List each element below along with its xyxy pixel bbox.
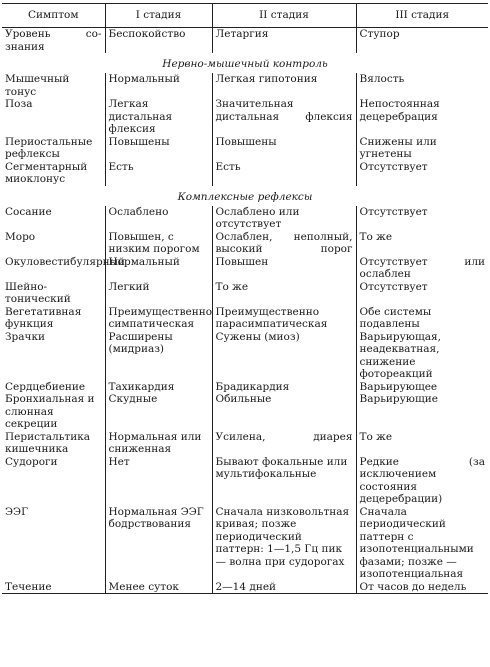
cell-symptom: Зрачки (5, 330, 46, 343)
header-row (2, 4, 488, 28)
cell-symptom: Поза (5, 98, 33, 110)
cell-symptom: Периостальные рефлексы (5, 135, 93, 160)
cell-stage-1: Нормальная ЭЭГ бодрствования (105, 506, 212, 581)
section-title: Нервно-мышечный контроль (162, 58, 328, 70)
cell-stage-2: Усилена, диарея (212, 431, 356, 456)
cell-symptom: Вегетативная функция (5, 305, 82, 330)
cell-stage-1: Есть (105, 161, 212, 186)
cell-stage-3: То же (356, 431, 488, 456)
cell-stage-2: Повышены (212, 136, 356, 161)
cell-stage-3: Отсутствует (356, 281, 488, 306)
cell-symptom: Мышечный тонус (5, 73, 70, 98)
cell-stage-1: Ослаблено (105, 206, 212, 231)
cell-stage-2: Ослаблено или отсутствует (212, 206, 356, 231)
cell-stage-3: Снижены или угнетены (356, 136, 488, 161)
cell-stage-1: Менее суток (105, 581, 212, 594)
cell-stage-2: Бывают фокальные или мультифокальные (212, 456, 356, 506)
table-body (2, 28, 488, 594)
cell-stage-1: Тахикардия (105, 381, 212, 394)
cell-stage-2: 2—14 дней (212, 581, 356, 594)
cell-stage-1: Нормальный (105, 73, 212, 98)
table-row (2, 581, 488, 594)
cell-stage-2: Ослаблен, неполный, высокий порог (212, 231, 356, 256)
cell-symptom: Сердцебиение (5, 380, 86, 393)
cell-stage-3: Непостоянная децеребрация (356, 98, 488, 136)
cell-stage-1: Скудные (105, 393, 212, 431)
cell-stage-3: Варьирующее (356, 381, 488, 394)
table-row (2, 431, 488, 456)
cell-stage-3: Редкие (за исключением состояния децеребрации) (356, 456, 488, 506)
cell-stage-3: Обе системы подавлены (356, 306, 488, 331)
cell-stage-1: Легкий (105, 281, 212, 306)
cell-stage-2: Преимущественно парасимпатическая (212, 306, 356, 331)
section-title: Комплексные рефлексы (177, 190, 313, 203)
cell-symptom: Перистальтика кишечника (5, 430, 91, 455)
cell-stage-1: Преимущественно симпатическая (105, 306, 212, 331)
cell-stage-3: Сначала периодический паттерн с изопотенциальными фазами; позже — изопотенциальная (356, 506, 488, 581)
header-stage-2: II стадия (212, 4, 356, 28)
cell-stage-1: Повышен, с низким порогом (105, 231, 212, 256)
header-stage-3: III стадия (356, 4, 488, 28)
table-row (2, 306, 488, 331)
cell-symptom: Сосание (5, 205, 52, 218)
cell-stage-1: Нормальная или сниженная (105, 431, 212, 456)
cell-stage-2: Повышен (212, 256, 356, 281)
table-row (2, 456, 488, 506)
header-symptom: Симптом (2, 4, 105, 28)
cell-stage-1: Повышены (105, 136, 212, 161)
table-row (2, 73, 488, 98)
table-row (2, 161, 488, 186)
table-row (2, 506, 488, 581)
cell-symptom: Моро (5, 230, 36, 243)
cell-stage-1: Беспокойство (105, 28, 212, 54)
cell-symptom: Уровень сознания (5, 28, 102, 53)
cell-stage-3: Варьирующая, неадекватная, снижение фотореакций (356, 331, 488, 381)
table-row (2, 381, 488, 394)
header-stage-1: I стадия (105, 4, 212, 28)
table-row (2, 231, 488, 256)
hie-stages-table (2, 3, 488, 594)
cell-stage-2: То же (212, 281, 356, 306)
cell-symptom: ЭЭГ (5, 505, 29, 518)
cell-stage-2: Сужены (миоз) (212, 331, 356, 381)
cell-stage-2: Брадикардия (212, 381, 356, 394)
table-row (2, 136, 488, 161)
cell-symptom: Окуловестибулярный (5, 255, 126, 268)
cell-stage-2: Летаргия (212, 28, 356, 54)
table-row (2, 331, 488, 381)
cell-symptom: Бронхиальная и слюнная секреции (5, 393, 95, 430)
cell-stage-3: От часов до недель (356, 581, 488, 594)
cell-stage-2: Сначала низковольтная кривая; позже периодический паттерн: 1—1,5 Гц пик — волна при судорогах (212, 506, 356, 581)
cell-stage-3: Отсутствует (356, 161, 488, 186)
section-header-row (2, 186, 488, 206)
cell-stage-2: Значительная дистальная флексия (212, 98, 356, 136)
cell-stage-2: Есть (212, 161, 356, 186)
cell-stage-3: Отсутствует или ослаблен (356, 256, 488, 281)
cell-stage-1: Нормальный (105, 256, 212, 281)
table-row (2, 98, 488, 136)
table-row (2, 206, 488, 231)
cell-stage-3: Отсутствует (356, 206, 488, 231)
cell-stage-2: Обильные (212, 393, 356, 431)
cell-stage-1: Расширены (мидриаз) (105, 331, 212, 381)
cell-stage-3: Варьирующие (356, 393, 488, 431)
table-row (2, 28, 488, 54)
cell-stage-1: Легкая дистальная флексия (105, 98, 212, 136)
cell-symptom: Судороги (5, 455, 58, 468)
cell-stage-1: Нет (105, 456, 212, 506)
cell-symptom: Шейно-тонический (5, 280, 71, 305)
cell-stage-3: Ступор (356, 28, 488, 54)
cell-stage-2: Легкая гипотония (212, 73, 356, 98)
section-header-row (2, 53, 488, 73)
cell-symptom: Сегментарный миоклонус (5, 160, 88, 185)
cell-stage-3: То же (356, 231, 488, 256)
cell-stage-3: Вялость (356, 73, 488, 98)
table-row (2, 281, 488, 306)
table-row (2, 393, 488, 431)
table-row (2, 256, 488, 281)
cell-symptom: Течение (2, 581, 105, 594)
